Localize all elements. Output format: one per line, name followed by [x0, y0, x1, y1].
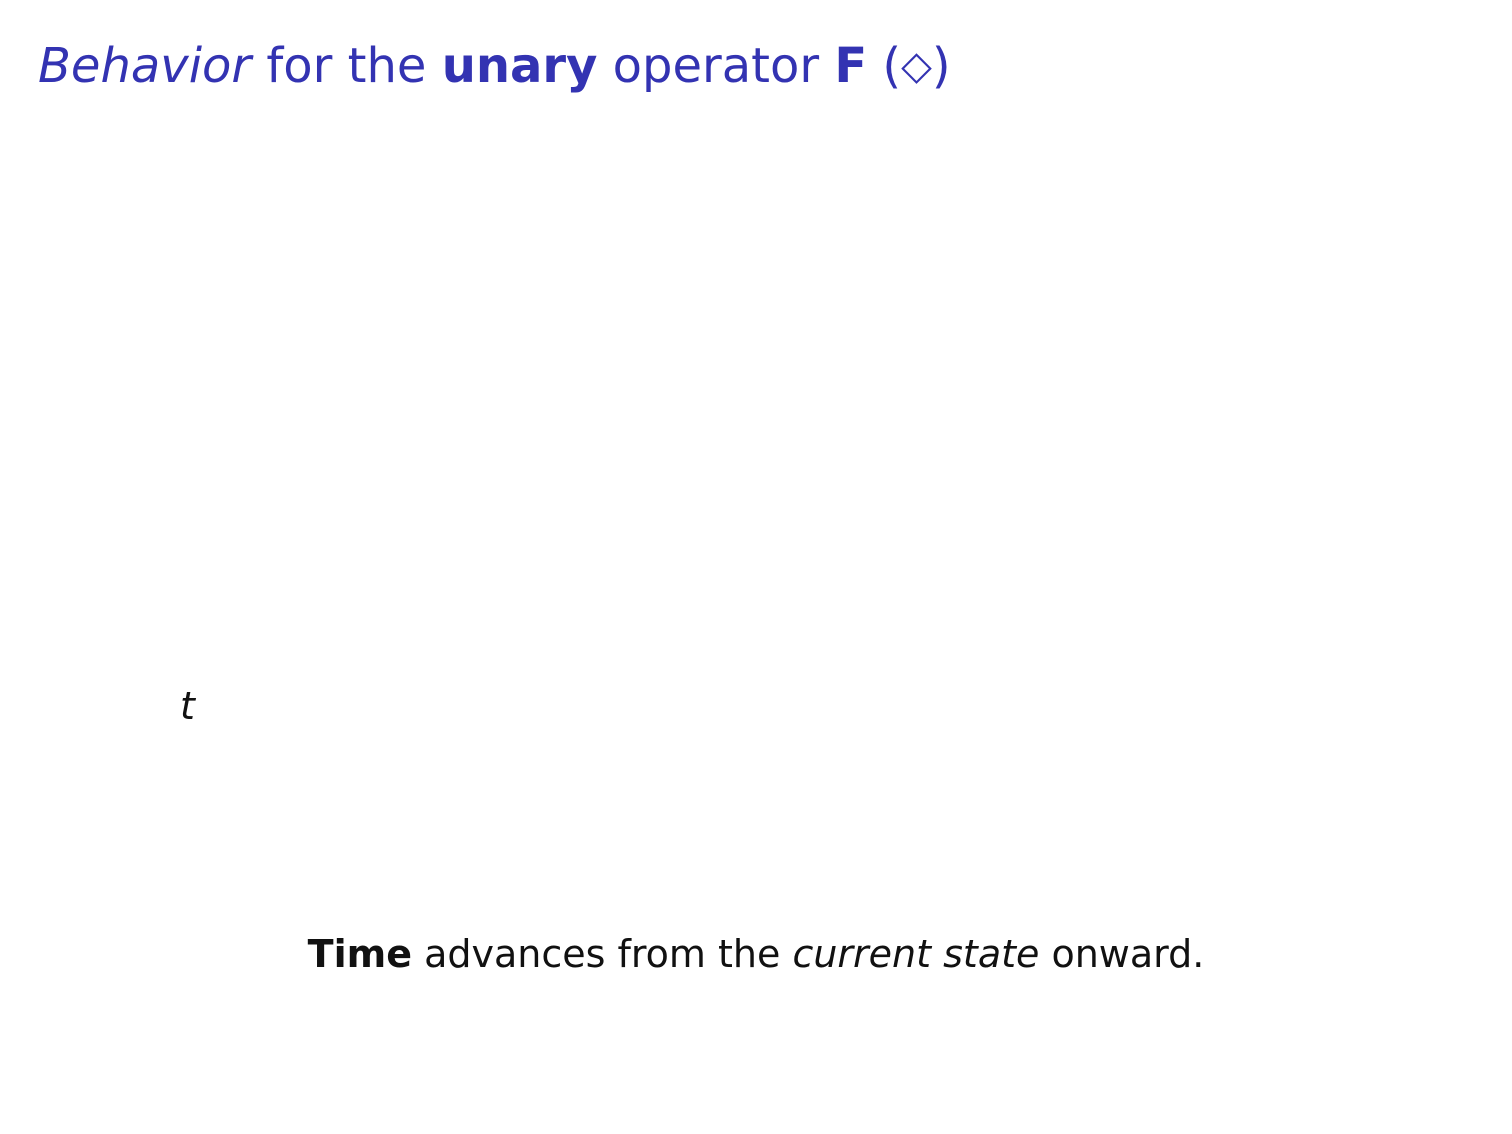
title-behavior: Behavior — [38, 38, 252, 94]
time-variable-label: t — [180, 684, 195, 728]
title-text-operator: operator — [597, 38, 835, 94]
title-text-for-the: for the — [251, 38, 442, 94]
caption-text-onward: onward. — [1039, 932, 1205, 976]
diamond-icon: ◇ — [901, 43, 932, 89]
title-unary: unary — [441, 38, 598, 94]
slide-title — [38, 38, 951, 96]
caption-text-advances: advances from the — [412, 932, 793, 976]
slide-caption — [0, 932, 1512, 978]
title-operator-f: F — [834, 38, 868, 94]
title-open-paren: ( — [867, 38, 902, 94]
caption-time: Time — [307, 932, 412, 976]
title-close-paren: ) — [931, 38, 951, 94]
caption-current-state: current state — [792, 932, 1040, 976]
